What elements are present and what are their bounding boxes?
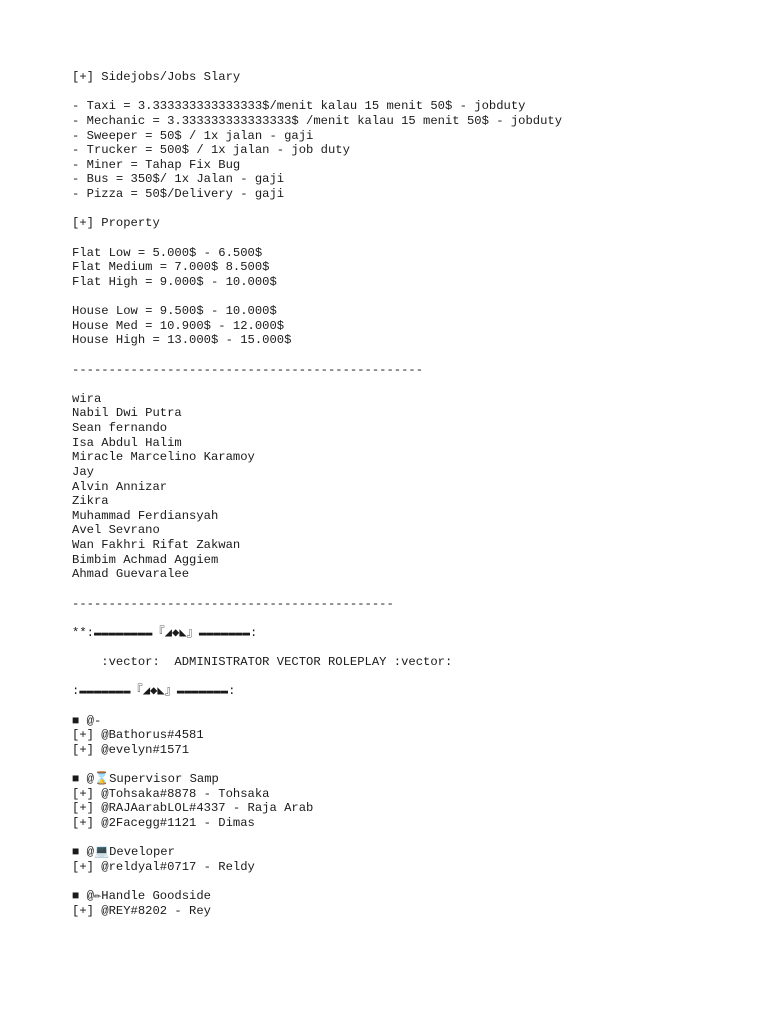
job-item: - Taxi = 3.333333333333333$/menit kalau 15 menit 50$ - jobduty [72, 99, 526, 114]
spacer [72, 202, 752, 217]
spacer [72, 377, 752, 392]
name-item: Isa Abdul Halim [72, 435, 182, 450]
banner-bottom: :▬▬▬▬▬▬▬『◢◆◣』▬▬▬▬▬▬▬: [72, 684, 236, 699]
spacer [72, 348, 752, 363]
role-member: [+] @Tohsaka#8878 - Tohsaka [72, 786, 270, 801]
name-item: Muhammad Ferdiansyah [72, 508, 219, 523]
spacer [72, 699, 752, 714]
document-body [72, 70, 752, 918]
role-member: [+] @Bathorus#4581 [72, 728, 204, 743]
job-item: - Mechanic = 3.333333333333333$ /menit kalau 15 menit 50$ - jobduty [72, 113, 563, 128]
house-price: House Low = 9.500$ - 10.000$ [72, 304, 277, 318]
job-item: - Trucker = 500$ / 1x jalan - job duty [72, 143, 350, 158]
role-heading: ■ @- [72, 713, 102, 728]
name-item: Ahmad Guevaralee [72, 567, 190, 582]
spacer [72, 231, 752, 246]
property-heading: [+] Property [72, 216, 160, 231]
house-price: House Med = 10.900$ - 12.000$ [72, 318, 285, 333]
role-member: [+] @REY#8202 - Rey [72, 903, 211, 918]
job-item: - Sweeper = 50$ / 1x jalan - gaji [72, 128, 314, 143]
role-member: [+] @2Facegg#1121 - Dimas [72, 815, 255, 830]
role-heading: ■ @✏Handle Goodside [72, 889, 211, 903]
name-item: Jay [72, 464, 94, 479]
spacer [72, 670, 752, 685]
role-member: [+] @RAJAarabLOL#4337 - Raja Arab [72, 801, 314, 816]
name-item: Zikra [72, 494, 109, 509]
role-member: [+] @evelyn#1571 [72, 742, 190, 757]
spacer [72, 757, 752, 772]
name-item: wira [72, 391, 102, 406]
spacer [72, 640, 752, 655]
spacer [72, 831, 752, 846]
name-item: Wan Fakhri Rifat Zakwan [72, 538, 241, 552]
house-price: House High = 13.000$ - 15.000$ [72, 333, 292, 348]
document-title: :vector: ADMINISTRATOR VECTOR ROLEPLAY :vector: [72, 655, 453, 669]
spacer [72, 874, 752, 889]
banner-top: **:▬▬▬▬▬▬▬▬『◢◆◣』▬▬▬▬▬▬▬: [72, 625, 258, 640]
job-item: - Bus = 350$/ 1x Jalan - gaji [72, 172, 285, 187]
spacer [72, 289, 752, 304]
flat-price: Flat Medium = 7.000$ 8.500$ [72, 260, 270, 275]
name-item: Sean fernando [72, 421, 168, 435]
name-item: Avel Sevrano [72, 523, 160, 538]
spacer [72, 582, 752, 597]
job-item: - Miner = Tahap Fix Bug [72, 157, 241, 172]
role-member: [+] @reldyal#0717 - Reldy [72, 859, 255, 874]
separator-line: -------------------------------------------- [72, 596, 394, 611]
role-heading: ■ @💻Developer [72, 845, 175, 860]
spacer [72, 85, 752, 100]
spacer [72, 611, 752, 626]
name-item: Nabil Dwi Putra [72, 406, 182, 421]
jobs-heading: [+] Sidejobs/Jobs Slary [72, 70, 241, 84]
flat-price: Flat Low = 5.000$ - 6.500$ [72, 245, 263, 260]
name-item: Alvin Annizar [72, 479, 168, 494]
name-item: Bimbim Achmad Aggiem [72, 552, 219, 567]
role-heading: ■ @⌛Supervisor Samp [72, 772, 219, 786]
separator-line: ------------------------------------------------ [72, 362, 424, 377]
flat-price: Flat High = 9.000$ - 10.000$ [72, 274, 277, 289]
job-item: - Pizza = 50$/Delivery - gaji [72, 187, 285, 201]
name-item: Miracle Marcelino Karamoy [72, 450, 255, 465]
